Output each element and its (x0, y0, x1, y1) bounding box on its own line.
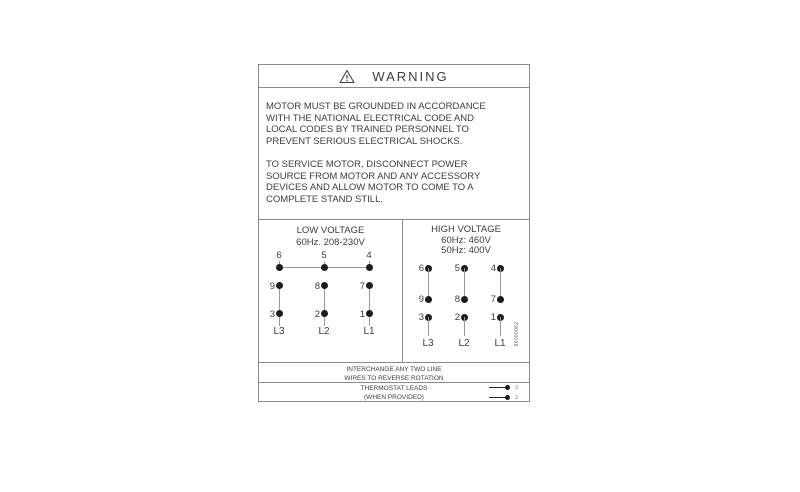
terminal-dot (276, 264, 283, 271)
terminal-dot (321, 264, 328, 271)
wire-segment (369, 286, 370, 326)
line-label: L3 (422, 338, 434, 349)
terminal-number: 1 (490, 312, 496, 323)
terminal-number: 4 (366, 250, 372, 261)
terminal-number: 7 (359, 281, 365, 292)
lead-dot (505, 395, 510, 400)
motor-wiring-label (258, 64, 530, 402)
voltage-diagrams (259, 220, 529, 363)
terminal-dot (366, 282, 373, 289)
warning-text-line: SOURCE FROM MOTOR AND ANY ACCESSORY (266, 170, 481, 182)
wire-segment (279, 286, 280, 326)
high-voltage-title: HIGH VOLTAGE (431, 224, 501, 235)
terminal-dot (461, 296, 468, 303)
warning-text-line: DEVICES AND ALLOW MOTOR TO COME TO A (266, 182, 474, 193)
warning-paragraph-1 (266, 101, 523, 147)
terminal-number: 3 (418, 312, 424, 323)
line-label: L2 (458, 338, 470, 349)
wire-segment (428, 317, 429, 336)
wire-segment (428, 268, 429, 299)
warning-title: WARNING (372, 68, 449, 84)
terminal-number: 1 (359, 309, 365, 320)
thermostat-note-line: THERMOSTAT LEADS (360, 385, 428, 392)
terminal-number: 6 (276, 250, 282, 261)
line-label: L2 (318, 326, 330, 337)
warning-text-line: COMPLETE STAND STILL. (266, 193, 384, 205)
wire-segment (500, 268, 501, 299)
high-voltage-subtitle-50hz: 50Hz: 400V (441, 245, 491, 256)
low-voltage-title: LOW VOLTAGE (296, 225, 365, 236)
terminal-dot (276, 282, 283, 289)
warning-text-panel (259, 88, 529, 220)
lead-label: J (515, 385, 518, 391)
terminal-dot (366, 310, 373, 317)
warning-text-line: LOCAL CODES BY TRAINED PERSONNEL TO (266, 124, 469, 135)
line-label: L1 (363, 326, 375, 337)
line-label: L3 (273, 326, 285, 337)
terminal-number: 9 (418, 294, 424, 305)
high-voltage-panel (403, 220, 529, 362)
low-voltage-panel (259, 220, 403, 362)
low-voltage-subtitle: 60Hz. 208-230V (296, 237, 365, 248)
terminal-dot (425, 296, 432, 303)
warning-paragraph-2 (266, 159, 523, 205)
terminal-dot (497, 296, 504, 303)
warning-text-line: TO SERVICE MOTOR, DISCONNECT POWER (266, 159, 468, 170)
terminal-number: 9 (269, 281, 275, 292)
thermostat-note-row (259, 383, 529, 402)
terminal-number: 2 (314, 309, 320, 320)
interchange-note-line: WIRES TO REVERSE ROTATION (344, 375, 444, 382)
warning-text-line: MOTOR MUST BE GROUNDED IN ACCORDANCE (266, 101, 486, 112)
lead-label: J (515, 394, 518, 401)
terminal-number: 5 (321, 250, 327, 261)
terminal-number: 7 (490, 294, 496, 305)
lead-wire (489, 387, 506, 388)
warning-text-line: PREVENT SERIOUS ELECTRICAL SHOCKS. (266, 135, 463, 147)
terminal-dot (321, 310, 328, 317)
terminal-dot (276, 310, 283, 317)
wire-segment (464, 317, 465, 336)
interchange-note-line: INTERCHANGE ANY TWO LINE (346, 366, 442, 373)
terminal-number: 5 (454, 263, 460, 274)
terminal-number: 2 (454, 312, 460, 323)
part-number-vertical: 96000062 (514, 321, 520, 347)
wire-segment (324, 286, 325, 326)
terminal-number: 8 (454, 294, 460, 305)
terminal-dot (321, 282, 328, 289)
line-label: L1 (494, 338, 506, 349)
terminal-number: 6 (418, 263, 424, 274)
interchange-note-row (259, 363, 529, 383)
warning-triangle-icon (339, 69, 355, 84)
wire-segment (500, 317, 501, 336)
lead-wire (489, 397, 506, 398)
wire-segment (464, 268, 465, 299)
terminal-dot (366, 264, 373, 271)
terminal-number: 3 (269, 309, 275, 320)
thermostat-note-line: (WHEN PROVIDED) (364, 394, 424, 401)
terminal-number: 4 (490, 263, 496, 274)
high-voltage-subtitle-60hz: 60Hz: 460V (441, 235, 491, 246)
lead-dot (505, 385, 510, 390)
warning-header (259, 65, 529, 88)
warning-text-line: WITH THE NATIONAL ELECTRICAL CODE AND (266, 112, 474, 124)
terminal-number: 8 (314, 281, 320, 292)
